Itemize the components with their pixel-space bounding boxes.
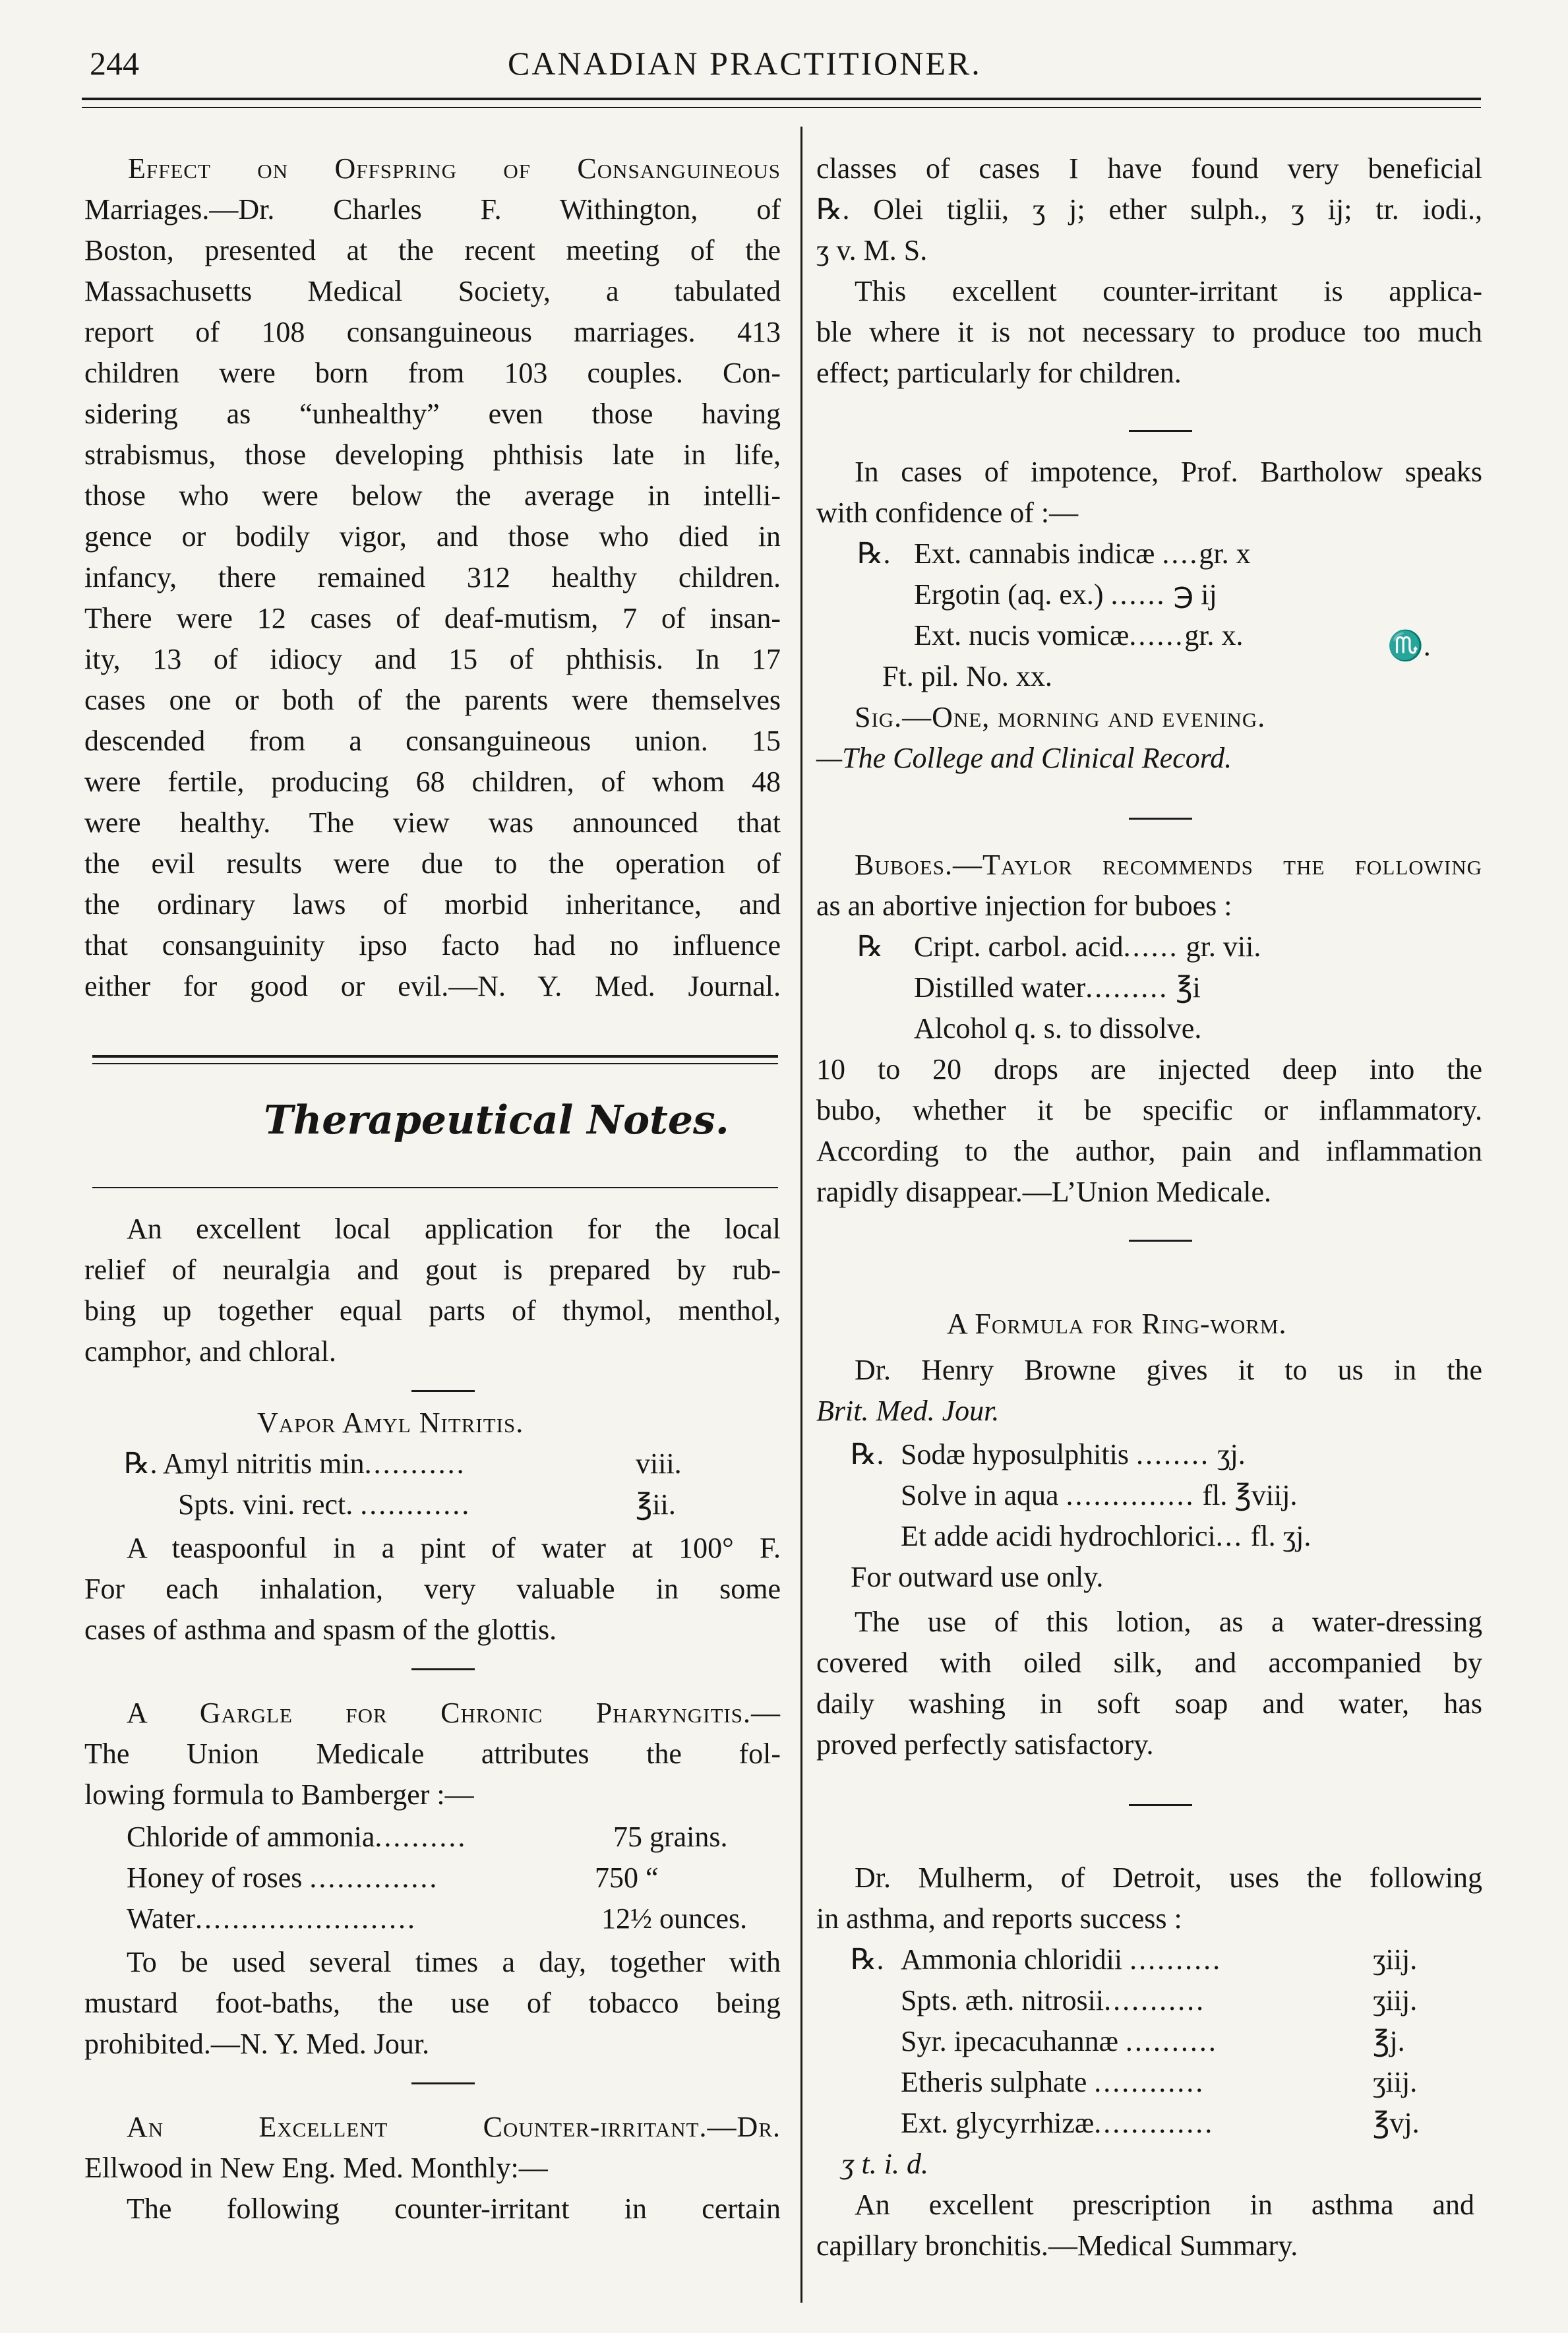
rx-dots: ............ (1094, 2066, 1205, 2098)
rx-line (901, 2104, 1214, 2143)
text-line: ℞. Olei tiglii, ʒ j; ether sulph., ʒ ij; tr. iodi., (816, 193, 1482, 226)
divider (411, 1390, 475, 1392)
text-line: There were 12 cases of deaf-mutism, 7 of insan- (84, 602, 781, 634)
text-line: bubo, whether it be specific or inflammatory. (816, 1094, 1482, 1126)
text-line: daily washing in soft soap and water, has (816, 1687, 1482, 1720)
rx-line (914, 575, 1217, 615)
rx-name: Ext. nucis vomicæ (914, 619, 1130, 651)
rx-dots: ........ (1135, 1438, 1210, 1470)
rx-symbol: ℞. (124, 1447, 158, 1480)
divider (1129, 1240, 1192, 1242)
text-line: Ellwood in New Eng. Med. Monthly:— (84, 2152, 548, 2184)
text-line: Ft. pil. No. xx. (882, 660, 1052, 692)
rx-line (124, 1444, 466, 1484)
text-line: sidering as “unhealthy” even those having (84, 398, 781, 430)
rx-qty: ℥vj. (1373, 2107, 1420, 2139)
text-line: the ordinary laws of morbid inheritance, and (84, 888, 781, 921)
text-line: mustard foot-baths, the use of tobacco being (84, 1987, 781, 2019)
text-line: were fertile, producing 68 children, of whom 48 (84, 766, 781, 798)
rx-qty: 12½ ounces. (601, 1902, 748, 1935)
rx-line (178, 1485, 471, 1525)
text-line: Massachusetts Medical Society, a tabulated (84, 275, 781, 307)
rx-qty: viii. (636, 1447, 682, 1480)
section-rule-top (92, 1055, 778, 1058)
text-line: A teaspoonful in a pint of water at 100° F. (127, 1532, 781, 1564)
text-line: that consanguinity ipso facto had no influence (84, 929, 781, 961)
misce-symbol: ♏. (1387, 630, 1431, 662)
rx-line (901, 1476, 1297, 1515)
text-line: For outward use only. (851, 1561, 1104, 1593)
rx-name: Chloride of ammonia (127, 1821, 375, 1853)
rx-dots: .... (1162, 537, 1199, 570)
section-title: Therapeutical Notes. (264, 1097, 729, 1143)
text-line: This excellent counter-irritant is applica- (855, 275, 1482, 307)
text-line: those who were below the average in intelli- (84, 479, 781, 512)
rx-dots: ...... (1110, 578, 1166, 611)
rx-qty: ℈ ij (1173, 578, 1217, 611)
rx-name: Ammonia chloridii (901, 1943, 1123, 1976)
rx-line (901, 1517, 1311, 1556)
text-line: According to the author, pain and inflammation (816, 1135, 1482, 1167)
rx-dots: ........... (364, 1447, 466, 1480)
header-rule-bottom (82, 107, 1481, 108)
rx-dots: .......... (1125, 2025, 1218, 2057)
rx-qty: ʒj. (1217, 1438, 1246, 1470)
rx-name: Ext. cannabis indicæ (914, 537, 1155, 570)
rx-dots: ........................ (195, 1902, 417, 1935)
text-line: gence or bodily vigor, and those who died in (84, 520, 781, 553)
text-line: covered with oiled silk, and accompanied by (816, 1647, 1482, 1679)
text-line: relief of neuralgia and gout is prepared by rub- (84, 1254, 781, 1286)
rx-name: Distilled water (914, 971, 1086, 1004)
text-line: ble where it is not necessary to produce too much (816, 316, 1482, 348)
rx-dots: .............. (1066, 1479, 1195, 1511)
text-line: ʒ v. M. S. (816, 234, 928, 266)
text-line: Dr. Mulherm, of Detroit, uses the following (855, 1862, 1482, 1894)
rx-qty: ℥ii. (636, 1488, 676, 1521)
rx-name: Spts. vini. rect. (178, 1488, 353, 1521)
rx-line (127, 1858, 438, 1898)
rx-name: Syr. ipecacuhannæ (901, 2025, 1118, 2057)
rx-name: Cript. carbol. acid (914, 930, 1124, 963)
rx-name: Spts. æth. nitrosii (901, 1984, 1104, 2016)
rx-qty: gr. x (1199, 537, 1251, 570)
text-line: Marriages.—Dr. Charles F. Withington, of (84, 193, 781, 226)
rx-dots: ...... (1129, 619, 1185, 651)
rx-line (901, 2063, 1205, 2102)
page-number: 244 (90, 45, 139, 82)
header-rule-top (82, 98, 1481, 100)
rx-line (914, 616, 1244, 655)
rx-dots: ...... (1123, 930, 1179, 963)
journal-title: CANADIAN PRACTITIONER. (508, 45, 982, 82)
rx-dots: ........... (1104, 1984, 1206, 2016)
rx-qty: 75 grains. (613, 1821, 728, 1853)
ringworm-title: A Formula for Ring-worm. (947, 1308, 1287, 1340)
text-line: capillary bronchitis.—Medical Summary. (816, 2229, 1298, 2262)
vapor-title: Vapor Amyl Nitritis. (257, 1407, 524, 1439)
rx-symbol: ℞. (851, 1943, 884, 1976)
text-line: classes of cases I have found very beneficial (816, 152, 1482, 185)
text-line: with confidence of :— (816, 497, 1079, 529)
text-line: The following counter-irritant in certain (127, 2193, 781, 2225)
rx-name: Etheris sulphate (901, 2066, 1087, 2098)
rx-line (914, 927, 1261, 967)
column-divider (800, 127, 802, 2303)
text-line: either for good or evil.—N. Y. Med. Journal. (84, 970, 781, 1002)
text-line: Boston, presented at the recent meeting of the (84, 234, 781, 266)
rx-dots: ... (1215, 1520, 1244, 1552)
divider (1129, 1804, 1192, 1806)
text-line: effect; particularly for children. (816, 357, 1182, 389)
rx-line (901, 2022, 1218, 2061)
text-line: the evil results were due to the operation of (84, 847, 781, 880)
section-rule-bottom (92, 1187, 778, 1188)
text-line: An excellent local application for the local (127, 1213, 781, 1245)
text-line: prohibited.—N. Y. Med. Jour. (84, 2028, 430, 2060)
text-line: To be used several times a day, together with (127, 1946, 781, 1978)
rx-symbol: ℞. (851, 1438, 884, 1470)
rx-qty: ʒiij. (1373, 1943, 1418, 1976)
text-line: report of 108 consanguineous marriages. 413 (84, 316, 781, 348)
offspring-heading: Effect on Offspring of Consanguineous (128, 152, 781, 185)
rx-qty: gr. x. (1184, 619, 1244, 651)
text-line: descended from a consanguineous union. 15 (84, 725, 781, 757)
rx-qty: fl. ℥viij. (1202, 1479, 1298, 1511)
text-line: rapidly disappear.—L’Union Medicale. (816, 1176, 1271, 1208)
text-line: Dr. Henry Browne gives it to us in the (855, 1354, 1482, 1386)
rx-line (127, 1817, 467, 1857)
divider (411, 1668, 475, 1670)
rx-qty: ʒiij. (1373, 1984, 1418, 2016)
rx-line (914, 968, 1201, 1008)
rx-qty: ℥j. (1373, 2025, 1405, 2057)
rx-line: Alcohol q. s. to dissolve. (914, 1012, 1202, 1045)
dose-line: ʒ t. i. d. (841, 2148, 928, 2180)
rx-qty: 750 “ (595, 1862, 659, 1894)
rx-dots: ............. (1094, 2107, 1215, 2139)
rx-qty: gr. vii. (1186, 930, 1261, 963)
text-line: infancy, there remained 312 healthy children. (84, 561, 781, 593)
divider (1129, 818, 1192, 820)
text-line: In cases of impotence, Prof. Bartholow speaks (855, 456, 1482, 488)
rx-dots: .......... (375, 1821, 467, 1853)
text-line: camphor, and chloral. (84, 1335, 336, 1368)
text-line: ity, 13 of idiocy and 15 of phthisis. In 17 (84, 643, 781, 675)
text-line: An excellent prescription in asthma and (855, 2189, 1474, 2221)
rx-line (901, 1435, 1246, 1474)
rx-qty: ʒiij. (1373, 2066, 1418, 2098)
rx-qty: ℥i (1176, 971, 1201, 1004)
text-line: lowing formula to Bamberger :— (84, 1778, 474, 1811)
rx-line (901, 1981, 1205, 2020)
rx-name: Amyl nitritis min (163, 1447, 365, 1480)
text-line: For each inhalation, very valuable in some (84, 1573, 781, 1605)
source-line: —The College and Clinical Record. (816, 742, 1232, 774)
rx-name: Ext. glycyrrhizæ (901, 2107, 1095, 2139)
divider (411, 2082, 475, 2084)
text-line: cases of asthma and spasm of the glottis. (84, 1614, 557, 1646)
rx-name: Sodæ hyposulphitis (901, 1438, 1129, 1470)
rx-line (914, 534, 1251, 574)
text-line: Sig.—One, morning and evening. (855, 701, 1266, 733)
rx-dots: .......... (1130, 1943, 1222, 1976)
text-line: proved perfectly satisfactory. (816, 1728, 1154, 1761)
rx-line (127, 1899, 417, 1939)
text-line: children were born from 103 couples. Con- (84, 357, 781, 389)
text-line: in asthma, and reports success : (816, 1902, 1182, 1935)
section-rule-top-thin (92, 1063, 778, 1064)
text-line: The use of this lotion, as a water-dressing (855, 1606, 1482, 1638)
buboes-heading: Buboes.—Taylor recommends the following (855, 849, 1482, 881)
rx-dots: .............. (309, 1862, 439, 1894)
rx-dots: ............ (360, 1488, 471, 1521)
rx-dots: ......... (1085, 971, 1169, 1004)
text-line: were healthy. The view was announced that (84, 806, 781, 839)
text-line: strabismus, those developing phthisis late in life, (84, 439, 781, 471)
rx-line (901, 1940, 1222, 1980)
gargle-heading: A Gargle for Chronic Pharyngitis.— (127, 1697, 781, 1729)
text-line: cases one or both of the parents were themselves (84, 684, 781, 716)
rx-name: Ergotin (aq. ex.) (914, 578, 1104, 611)
divider (1129, 430, 1192, 432)
rx-name: Solve in aqua (901, 1479, 1059, 1511)
text-line: as an abortive injection for buboes : (816, 890, 1232, 922)
rx-name: Et adde acidi hydrochlorici (901, 1520, 1216, 1552)
rx-name: Water (127, 1902, 195, 1935)
rx-symbol: ℞ (857, 930, 884, 963)
rx-name: Honey of roses (127, 1862, 303, 1894)
text-line: The Union Medicale attributes the fol- (84, 1738, 781, 1770)
text-line: Brit. Med. Jour. (816, 1395, 1000, 1427)
counter-heading: An Excellent Counter-irritant.—Dr. (127, 2111, 781, 2143)
rx-qty: fl. ʒj. (1250, 1520, 1312, 1552)
rx-symbol: ℞. (857, 537, 891, 570)
text-line: 10 to 20 drops are injected deep into the (816, 1053, 1482, 1085)
text-line: bing up together equal parts of thymol, menthol, (84, 1294, 781, 1327)
